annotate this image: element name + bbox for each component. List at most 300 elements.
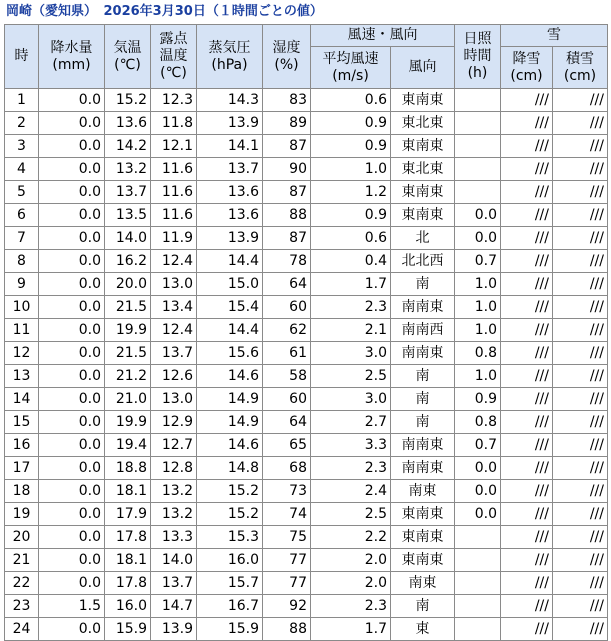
cell-wind-speed: 0.9	[311, 204, 391, 227]
cell-humidity: 78	[263, 250, 311, 273]
cell-snowfall: ///	[501, 296, 553, 319]
cell-sunshine	[455, 89, 501, 112]
cell-hour: 22	[5, 572, 39, 595]
cell-wind-speed: 2.5	[311, 503, 391, 526]
table-row	[5, 158, 608, 181]
cell-snowfall: ///	[501, 227, 553, 250]
cell-hour: 7	[5, 227, 39, 250]
cell-vapor-pressure: 14.6	[197, 365, 263, 388]
cell-snow-depth: ///	[553, 572, 608, 595]
cell-dewpoint: 12.6	[151, 365, 197, 388]
page-title: 岡崎（愛知県） 2026年3月30日（１時間ごとの値）	[6, 4, 323, 19]
cell-humidity: 61	[263, 342, 311, 365]
table-row	[5, 250, 608, 273]
cell-vapor-pressure: 15.9	[197, 618, 263, 641]
cell-snowfall: ///	[501, 181, 553, 204]
cell-precipitation: 0.0	[39, 388, 105, 411]
cell-sunshine: 0.8	[455, 411, 501, 434]
table-row	[5, 204, 608, 227]
cell-snow-depth: ///	[553, 319, 608, 342]
header-dewpoint: 露点 温度 (℃)	[151, 25, 197, 89]
table-row	[5, 135, 608, 158]
cell-sunshine: 0.0	[455, 457, 501, 480]
header-precip: 降水量 (mm)	[39, 25, 105, 89]
table-row	[5, 411, 608, 434]
cell-snowfall: ///	[501, 342, 553, 365]
cell-sunshine: 0.0	[455, 204, 501, 227]
cell-wind-speed: 0.6	[311, 227, 391, 250]
cell-dewpoint: 13.0	[151, 388, 197, 411]
cell-snow-depth: ///	[553, 388, 608, 411]
cell-dewpoint: 13.4	[151, 296, 197, 319]
cell-hour: 23	[5, 595, 39, 618]
table-row	[5, 595, 608, 618]
cell-wind-speed: 1.7	[311, 618, 391, 641]
cell-hour: 8	[5, 250, 39, 273]
cell-temperature: 14.2	[105, 135, 151, 158]
cell-hour: 1	[5, 89, 39, 112]
cell-wind-direction: 南東	[391, 572, 455, 595]
cell-wind-direction: 東南東	[391, 135, 455, 158]
cell-wind-direction: 東南東	[391, 89, 455, 112]
cell-snow-depth: ///	[553, 227, 608, 250]
cell-hour: 12	[5, 342, 39, 365]
cell-sunshine	[455, 181, 501, 204]
cell-sunshine: 0.7	[455, 250, 501, 273]
cell-hour: 19	[5, 503, 39, 526]
cell-wind-speed: 2.0	[311, 549, 391, 572]
cell-vapor-pressure: 14.1	[197, 135, 263, 158]
cell-snowfall: ///	[501, 618, 553, 641]
cell-precipitation: 1.5	[39, 595, 105, 618]
cell-precipitation: 0.0	[39, 434, 105, 457]
cell-snow-depth: ///	[553, 250, 608, 273]
cell-vapor-pressure: 15.4	[197, 296, 263, 319]
cell-precipitation: 0.0	[39, 365, 105, 388]
cell-hour: 4	[5, 158, 39, 181]
cell-wind-speed: 0.6	[311, 89, 391, 112]
cell-precipitation: 0.0	[39, 181, 105, 204]
cell-temperature: 21.5	[105, 342, 151, 365]
cell-snowfall: ///	[501, 549, 553, 572]
cell-humidity: 88	[263, 618, 311, 641]
cell-temperature: 13.7	[105, 181, 151, 204]
cell-hour: 2	[5, 112, 39, 135]
cell-vapor-pressure: 13.7	[197, 158, 263, 181]
cell-sunshine	[455, 526, 501, 549]
cell-precipitation: 0.0	[39, 296, 105, 319]
cell-temperature: 18.1	[105, 480, 151, 503]
cell-wind-speed: 3.3	[311, 434, 391, 457]
cell-sunshine	[455, 618, 501, 641]
cell-temperature: 17.9	[105, 503, 151, 526]
header-wind-direction: 風向	[391, 47, 455, 89]
cell-snow-depth: ///	[553, 526, 608, 549]
hourly-data-table	[4, 24, 608, 641]
cell-wind-direction: 東北東	[391, 158, 455, 181]
cell-snowfall: ///	[501, 526, 553, 549]
cell-precipitation: 0.0	[39, 112, 105, 135]
cell-snow-depth: ///	[553, 434, 608, 457]
cell-sunshine	[455, 549, 501, 572]
cell-vapor-pressure: 14.4	[197, 250, 263, 273]
cell-vapor-pressure: 13.6	[197, 181, 263, 204]
cell-dewpoint: 12.4	[151, 319, 197, 342]
cell-snow-depth: ///	[553, 112, 608, 135]
cell-snowfall: ///	[501, 204, 553, 227]
cell-dewpoint: 13.2	[151, 503, 197, 526]
cell-precipitation: 0.0	[39, 457, 105, 480]
cell-vapor-pressure: 16.7	[197, 595, 263, 618]
cell-precipitation: 0.0	[39, 250, 105, 273]
cell-snow-depth: ///	[553, 503, 608, 526]
cell-snowfall: ///	[501, 158, 553, 181]
cell-dewpoint: 13.7	[151, 342, 197, 365]
cell-dewpoint: 11.8	[151, 112, 197, 135]
cell-hour: 18	[5, 480, 39, 503]
header-vapor: 蒸気圧 (hPa)	[197, 25, 263, 89]
cell-humidity: 87	[263, 135, 311, 158]
cell-snowfall: ///	[501, 112, 553, 135]
cell-temperature: 17.8	[105, 526, 151, 549]
header-wind-speed: 平均風速 (m/s)	[311, 47, 391, 89]
cell-precipitation: 0.0	[39, 342, 105, 365]
header-snowfall: 降雪 (cm)	[501, 47, 553, 89]
cell-dewpoint: 12.8	[151, 457, 197, 480]
cell-sunshine: 1.0	[455, 365, 501, 388]
cell-wind-speed: 0.9	[311, 135, 391, 158]
cell-temperature: 20.0	[105, 273, 151, 296]
cell-precipitation: 0.0	[39, 227, 105, 250]
table-row	[5, 549, 608, 572]
cell-wind-direction: 南	[391, 365, 455, 388]
cell-dewpoint: 13.7	[151, 572, 197, 595]
cell-snowfall: ///	[501, 250, 553, 273]
cell-vapor-pressure: 14.9	[197, 388, 263, 411]
cell-vapor-pressure: 14.4	[197, 319, 263, 342]
cell-dewpoint: 13.9	[151, 618, 197, 641]
cell-temperature: 15.9	[105, 618, 151, 641]
cell-hour: 11	[5, 319, 39, 342]
cell-vapor-pressure: 14.6	[197, 434, 263, 457]
cell-wind-speed: 2.3	[311, 296, 391, 319]
cell-temperature: 21.5	[105, 296, 151, 319]
cell-vapor-pressure: 13.9	[197, 227, 263, 250]
cell-dewpoint: 12.3	[151, 89, 197, 112]
cell-wind-speed: 2.3	[311, 595, 391, 618]
cell-wind-speed: 1.2	[311, 181, 391, 204]
cell-precipitation: 0.0	[39, 89, 105, 112]
cell-wind-direction: 南	[391, 388, 455, 411]
table-row	[5, 296, 608, 319]
cell-sunshine	[455, 158, 501, 181]
cell-humidity: 64	[263, 273, 311, 296]
cell-wind-direction: 東南東	[391, 503, 455, 526]
cell-vapor-pressure: 14.8	[197, 457, 263, 480]
cell-humidity: 60	[263, 296, 311, 319]
cell-sunshine: 1.0	[455, 319, 501, 342]
cell-humidity: 58	[263, 365, 311, 388]
cell-humidity: 89	[263, 112, 311, 135]
table-row	[5, 181, 608, 204]
cell-precipitation: 0.0	[39, 480, 105, 503]
cell-wind-speed: 2.1	[311, 319, 391, 342]
cell-humidity: 68	[263, 457, 311, 480]
cell-dewpoint: 13.2	[151, 480, 197, 503]
cell-hour: 17	[5, 457, 39, 480]
cell-vapor-pressure: 15.7	[197, 572, 263, 595]
cell-wind-direction: 東	[391, 618, 455, 641]
table-row	[5, 365, 608, 388]
cell-wind-direction: 南南東	[391, 342, 455, 365]
cell-hour: 20	[5, 526, 39, 549]
table-row	[5, 457, 608, 480]
cell-precipitation: 0.0	[39, 572, 105, 595]
table-row	[5, 388, 608, 411]
cell-snowfall: ///	[501, 319, 553, 342]
cell-snowfall: ///	[501, 388, 553, 411]
cell-wind-direction: 東北東	[391, 112, 455, 135]
cell-wind-direction: 南	[391, 411, 455, 434]
cell-humidity: 77	[263, 549, 311, 572]
cell-snowfall: ///	[501, 411, 553, 434]
table-row	[5, 618, 608, 641]
cell-temperature: 13.6	[105, 112, 151, 135]
cell-humidity: 88	[263, 204, 311, 227]
table-row	[5, 480, 608, 503]
cell-humidity: 60	[263, 388, 311, 411]
cell-vapor-pressure: 15.2	[197, 503, 263, 526]
cell-wind-speed: 2.7	[311, 411, 391, 434]
cell-temperature: 19.4	[105, 434, 151, 457]
cell-snow-depth: ///	[553, 365, 608, 388]
header-humidity: 湿度 (%)	[263, 25, 311, 89]
cell-hour: 13	[5, 365, 39, 388]
cell-hour: 3	[5, 135, 39, 158]
cell-vapor-pressure: 13.6	[197, 204, 263, 227]
cell-temperature: 18.1	[105, 549, 151, 572]
cell-wind-speed: 2.5	[311, 365, 391, 388]
table-row	[5, 112, 608, 135]
cell-vapor-pressure: 14.3	[197, 89, 263, 112]
table-row	[5, 342, 608, 365]
cell-vapor-pressure: 13.9	[197, 112, 263, 135]
cell-sunshine: 0.0	[455, 480, 501, 503]
cell-wind-speed: 1.0	[311, 158, 391, 181]
header-sunshine: 日照 時間 (h)	[455, 25, 501, 89]
cell-sunshine: 0.7	[455, 434, 501, 457]
cell-dewpoint: 12.9	[151, 411, 197, 434]
cell-humidity: 62	[263, 319, 311, 342]
table-body	[5, 89, 608, 641]
table-row	[5, 273, 608, 296]
cell-snowfall: ///	[501, 457, 553, 480]
table-row	[5, 89, 608, 112]
cell-precipitation: 0.0	[39, 411, 105, 434]
cell-sunshine: 0.8	[455, 342, 501, 365]
cell-sunshine	[455, 572, 501, 595]
cell-wind-speed: 1.7	[311, 273, 391, 296]
cell-snowfall: ///	[501, 135, 553, 158]
header-snow-depth: 積雪 (cm)	[553, 47, 608, 89]
table-row	[5, 526, 608, 549]
cell-snow-depth: ///	[553, 549, 608, 572]
cell-humidity: 65	[263, 434, 311, 457]
cell-humidity: 83	[263, 89, 311, 112]
cell-humidity: 90	[263, 158, 311, 181]
cell-sunshine: 1.0	[455, 273, 501, 296]
cell-dewpoint: 12.1	[151, 135, 197, 158]
cell-precipitation: 0.0	[39, 319, 105, 342]
cell-wind-speed: 3.0	[311, 342, 391, 365]
cell-wind-speed: 0.9	[311, 112, 391, 135]
cell-temperature: 16.0	[105, 595, 151, 618]
cell-snow-depth: ///	[553, 181, 608, 204]
cell-snowfall: ///	[501, 480, 553, 503]
cell-precipitation: 0.0	[39, 549, 105, 572]
cell-temperature: 18.8	[105, 457, 151, 480]
cell-temperature: 13.2	[105, 158, 151, 181]
cell-temperature: 16.2	[105, 250, 151, 273]
cell-snowfall: ///	[501, 434, 553, 457]
header-wind-group: 風速・風向	[311, 25, 455, 47]
cell-humidity: 73	[263, 480, 311, 503]
table-row	[5, 227, 608, 250]
cell-sunshine	[455, 112, 501, 135]
cell-hour: 5	[5, 181, 39, 204]
cell-vapor-pressure: 15.0	[197, 273, 263, 296]
cell-wind-direction: 南	[391, 595, 455, 618]
cell-precipitation: 0.0	[39, 204, 105, 227]
cell-wind-direction: 北北西	[391, 250, 455, 273]
cell-humidity: 64	[263, 411, 311, 434]
cell-dewpoint: 11.6	[151, 181, 197, 204]
cell-wind-speed: 2.3	[311, 457, 391, 480]
cell-wind-speed: 0.4	[311, 250, 391, 273]
header-temp: 気温 (℃)	[105, 25, 151, 89]
cell-vapor-pressure: 14.9	[197, 411, 263, 434]
cell-snowfall: ///	[501, 503, 553, 526]
cell-hour: 10	[5, 296, 39, 319]
table-row	[5, 434, 608, 457]
cell-snow-depth: ///	[553, 273, 608, 296]
header-snow-group: 雪	[501, 25, 608, 47]
cell-temperature: 19.9	[105, 319, 151, 342]
cell-precipitation: 0.0	[39, 618, 105, 641]
cell-sunshine: 0.0	[455, 503, 501, 526]
cell-dewpoint: 12.4	[151, 250, 197, 273]
cell-hour: 6	[5, 204, 39, 227]
cell-wind-direction: 東南東	[391, 204, 455, 227]
cell-vapor-pressure: 15.2	[197, 480, 263, 503]
cell-snow-depth: ///	[553, 342, 608, 365]
cell-wind-speed: 2.4	[311, 480, 391, 503]
cell-snowfall: ///	[501, 273, 553, 296]
table-row	[5, 503, 608, 526]
cell-wind-direction: 南東	[391, 480, 455, 503]
cell-precipitation: 0.0	[39, 273, 105, 296]
cell-dewpoint: 11.9	[151, 227, 197, 250]
cell-snow-depth: ///	[553, 158, 608, 181]
cell-humidity: 87	[263, 181, 311, 204]
cell-snow-depth: ///	[553, 457, 608, 480]
table-row	[5, 572, 608, 595]
cell-humidity: 77	[263, 572, 311, 595]
cell-temperature: 14.0	[105, 227, 151, 250]
cell-precipitation: 0.0	[39, 135, 105, 158]
cell-humidity: 74	[263, 503, 311, 526]
cell-vapor-pressure: 15.6	[197, 342, 263, 365]
cell-dewpoint: 14.7	[151, 595, 197, 618]
cell-dewpoint: 13.3	[151, 526, 197, 549]
cell-snow-depth: ///	[553, 204, 608, 227]
cell-snow-depth: ///	[553, 411, 608, 434]
cell-sunshine	[455, 595, 501, 618]
cell-hour: 24	[5, 618, 39, 641]
cell-dewpoint: 12.7	[151, 434, 197, 457]
cell-vapor-pressure: 15.3	[197, 526, 263, 549]
cell-wind-direction: 南南東	[391, 296, 455, 319]
cell-hour: 14	[5, 388, 39, 411]
cell-wind-direction: 南南東	[391, 434, 455, 457]
cell-temperature: 21.0	[105, 388, 151, 411]
cell-humidity: 92	[263, 595, 311, 618]
cell-snowfall: ///	[501, 572, 553, 595]
cell-humidity: 87	[263, 227, 311, 250]
header-hour: 時	[5, 25, 39, 89]
cell-vapor-pressure: 16.0	[197, 549, 263, 572]
cell-precipitation: 0.0	[39, 526, 105, 549]
cell-hour: 15	[5, 411, 39, 434]
cell-snowfall: ///	[501, 595, 553, 618]
cell-temperature: 15.2	[105, 89, 151, 112]
cell-temperature: 17.8	[105, 572, 151, 595]
cell-hour: 9	[5, 273, 39, 296]
cell-snow-depth: ///	[553, 618, 608, 641]
cell-wind-speed: 2.2	[311, 526, 391, 549]
cell-snow-depth: ///	[553, 595, 608, 618]
cell-wind-direction: 南南東	[391, 457, 455, 480]
cell-wind-direction: 南	[391, 273, 455, 296]
cell-dewpoint: 14.0	[151, 549, 197, 572]
cell-wind-direction: 南南西	[391, 319, 455, 342]
cell-sunshine: 0.0	[455, 227, 501, 250]
cell-wind-direction: 東南東	[391, 549, 455, 572]
cell-sunshine: 1.0	[455, 296, 501, 319]
cell-precipitation: 0.0	[39, 158, 105, 181]
table-row	[5, 319, 608, 342]
cell-sunshine	[455, 135, 501, 158]
cell-temperature: 21.2	[105, 365, 151, 388]
cell-temperature: 13.5	[105, 204, 151, 227]
cell-wind-speed: 2.0	[311, 572, 391, 595]
cell-dewpoint: 13.0	[151, 273, 197, 296]
cell-snow-depth: ///	[553, 296, 608, 319]
cell-humidity: 75	[263, 526, 311, 549]
cell-precipitation: 0.0	[39, 503, 105, 526]
cell-dewpoint: 11.6	[151, 204, 197, 227]
cell-wind-direction: 東南東	[391, 181, 455, 204]
cell-sunshine: 0.9	[455, 388, 501, 411]
cell-hour: 16	[5, 434, 39, 457]
cell-wind-speed: 3.0	[311, 388, 391, 411]
cell-snow-depth: ///	[553, 89, 608, 112]
cell-dewpoint: 11.6	[151, 158, 197, 181]
cell-wind-direction: 東南東	[391, 526, 455, 549]
cell-snow-depth: ///	[553, 135, 608, 158]
cell-snowfall: ///	[501, 89, 553, 112]
cell-temperature: 19.9	[105, 411, 151, 434]
